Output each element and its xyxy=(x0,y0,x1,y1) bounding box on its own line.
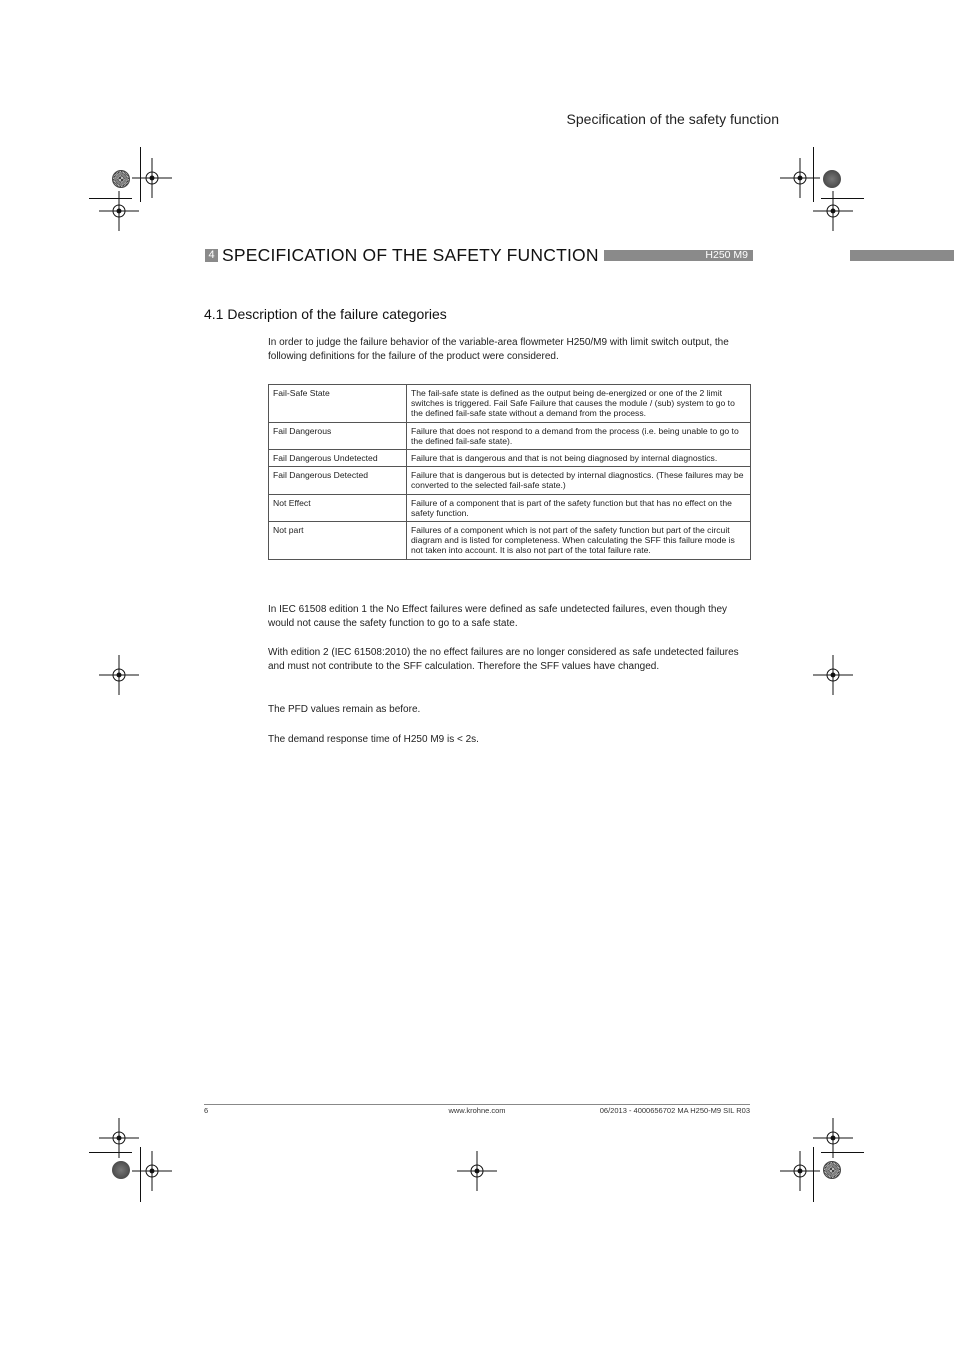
registration-target-icon xyxy=(132,1151,172,1191)
term-cell: Fail Dangerous xyxy=(269,422,407,449)
registration-disc-icon xyxy=(823,170,841,188)
chapter-bar-fill xyxy=(604,250,753,261)
chapter-header xyxy=(205,245,753,265)
table-row xyxy=(269,422,751,449)
registration-disc-icon xyxy=(112,170,130,188)
failure-categories-table xyxy=(268,384,751,560)
page-number: 6 xyxy=(204,1106,209,1115)
table-row xyxy=(269,522,751,560)
chapter-edge-tab xyxy=(850,250,954,261)
table-row xyxy=(269,385,751,423)
term-cell: Fail-Safe State xyxy=(269,385,407,423)
registration-disc-icon xyxy=(823,1161,841,1179)
table-row xyxy=(269,467,751,494)
footer-doc-ref: 06/2013 - 4000656702 MA H250-M9 SIL R03 xyxy=(599,1106,750,1115)
registration-target-icon xyxy=(99,191,139,231)
term-cell: Not Effect xyxy=(269,494,407,521)
paragraph-iec-edition-2: With edition 2 (IEC 61508:2010) the no effect failures are no longer considered as safe undetected failures and must not contribute to the SFF calculation. Therefore the SFF values have changed. xyxy=(268,647,739,672)
definition-cell: Failure of a component that is part of the safety function but that has no effect on the safety function. xyxy=(407,494,751,521)
registration-target-icon xyxy=(813,191,853,231)
registration-disc-icon xyxy=(112,1161,130,1179)
paragraph-pfd-values: The PFD values remain as before. xyxy=(268,704,421,715)
definition-cell: Failures of a component which is not part of the safety function but part of the circuit diagram and is listed for completeness. When calculating the SFF this failure mode is not taken into account. It is also not part of the total failure rate. xyxy=(407,522,751,560)
term-cell: Fail Dangerous Detected xyxy=(269,467,407,494)
page-footer xyxy=(204,1106,750,1116)
registration-target-icon xyxy=(780,1151,820,1191)
registration-target-icon xyxy=(99,655,139,695)
registration-target-icon xyxy=(813,655,853,695)
registration-target-icon xyxy=(457,1151,497,1191)
product-tag: H250 M9 xyxy=(705,248,748,261)
definition-cell: Failure that does not respond to a demand from the process (i.e. being unable to go to the defined fail-safe state). xyxy=(407,422,751,449)
footer-rule xyxy=(204,1104,750,1105)
definition-cell: Failure that is dangerous and that is not being diagnosed by internal diagnostics. xyxy=(407,450,751,467)
section-title: 4.1 Description of the failure categories xyxy=(204,306,447,322)
definition-cell: The fail-safe state is defined as the output being de-energized or one of the 2 limit switches is triggered. Fail Safe Failure that causes the module / (sub) system to go to the defined fail-safe state without a demand from the process. xyxy=(407,385,751,423)
footer-url: www.krohne.com xyxy=(448,1106,506,1115)
term-cell: Fail Dangerous Undetected xyxy=(269,450,407,467)
intro-paragraph: In order to judge the failure behavior of the variable-area flowmeter H250/M9 with limit switch output, the following definitions for the failure of the product were considered. xyxy=(268,337,729,362)
paragraph-response-time: The demand response time of H250 M9 is < 2s. xyxy=(268,734,479,745)
chapter-title: SPECIFICATION OF THE SAFETY FUNCTION xyxy=(222,244,599,265)
definition-cell: Failure that is dangerous but is detected by internal diagnostics. (These failures may be converted to the selected fail-safe state.) xyxy=(407,467,751,494)
table-row xyxy=(269,494,751,521)
running-head: Specification of the safety function xyxy=(566,111,779,127)
chapter-number: 4 xyxy=(205,249,218,262)
paragraph-iec-edition-1: In IEC 61508 edition 1 the No Effect failures were defined as safe undetected failures, even though they would not cause the safety function to go to a safe state. xyxy=(268,604,728,629)
table-row xyxy=(269,450,751,467)
term-cell: Not part xyxy=(269,522,407,560)
